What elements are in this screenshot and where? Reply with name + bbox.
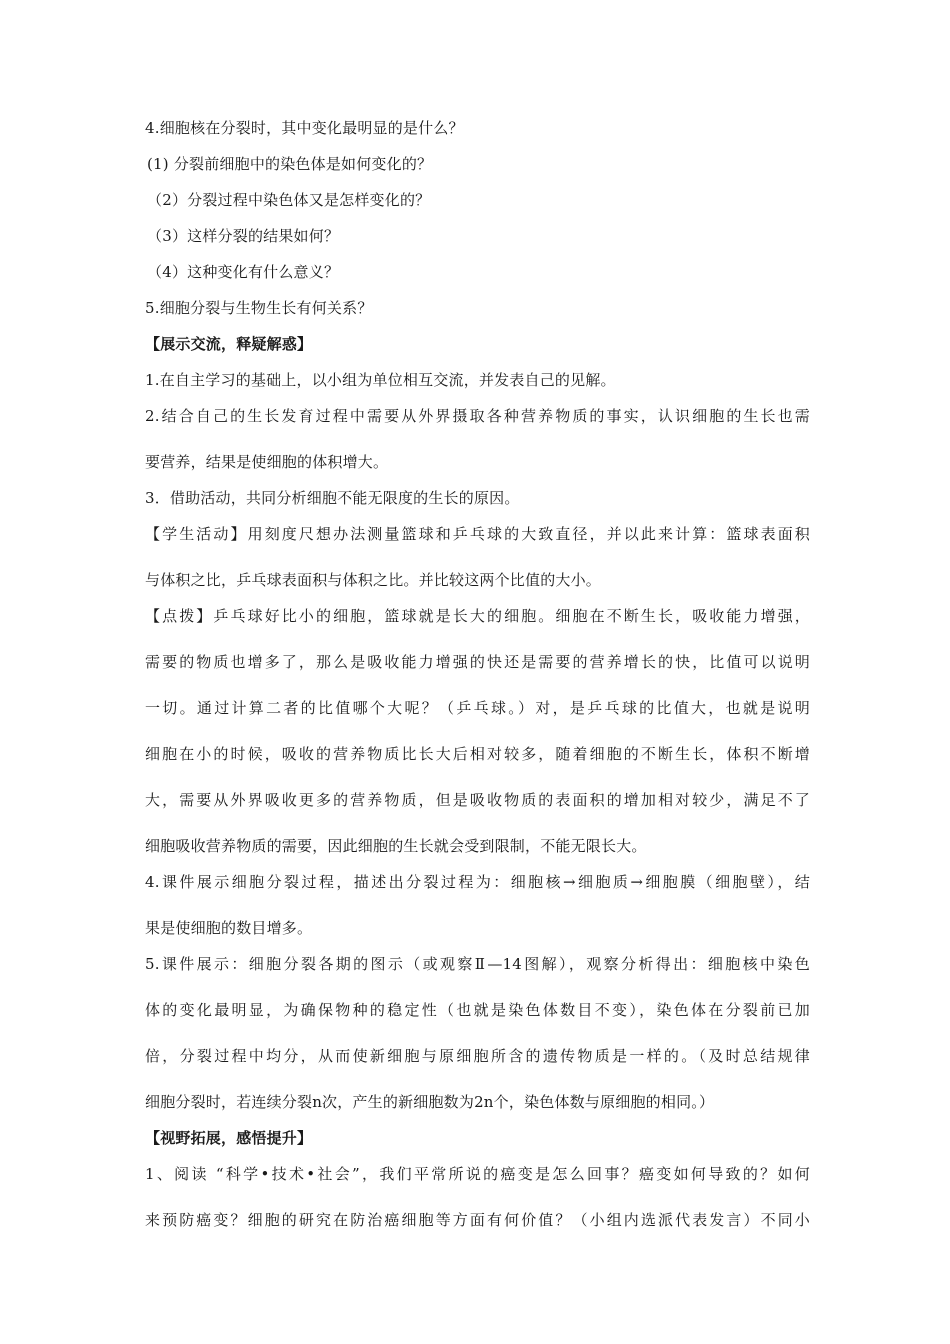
exchange-item-2-line-1: 2.结合自己的生长发育过程中需要从外界摄取各种营养物质的事实，认识细胞的生长也需 xyxy=(145,407,810,425)
question-5: 5.细胞分裂与生物生长有何关系？ xyxy=(145,299,373,317)
exchange-item-2-line-2: 要营养，结果是使细胞的体积增大。 xyxy=(145,453,389,471)
courseware-item-5-line-1: 5.课件展示：细胞分裂各期的图示（或观察Ⅱ—14图解），观察分析得出：细胞核中染色 xyxy=(145,955,810,973)
courseware-item-4-line-1: 4.课件展示细胞分裂过程，描述出分裂过程为：细胞核→细胞质→细胞膜（细胞壁），结 xyxy=(145,873,810,891)
student-activity-line-2: 与体积之比，乒乓球表面积与体积之比。并比较这两个比值的大小。 xyxy=(145,571,602,589)
exchange-item-1: 1.在自主学习的基础上，以小组为单位相互交流，并发表自己的见解。 xyxy=(145,371,616,389)
hint-line-1: 【点拨】乒乓球好比小的细胞，篮球就是长大的细胞。细胞在不断生长，吸收能力增强， xyxy=(145,607,810,625)
section-heading-expand: 【视野拓展，感悟提升】 xyxy=(145,1129,313,1147)
question-4-sub-4: （4）这种变化有什么意义？ xyxy=(147,263,340,281)
courseware-item-5-line-3: 倍，分裂过程中均分，从而使新细胞与原细胞所含的遗传物质是一样的。（及时总结规律 xyxy=(145,1047,810,1065)
courseware-item-5-line-2: 体的变化最明显，为确保物种的稳定性（也就是染色体数目不变），染色体在分裂前已加 xyxy=(145,1001,810,1019)
question-4-sub-3: （3）这样分裂的结果如何？ xyxy=(147,227,340,245)
question-4: 4.细胞核在分裂时，其中变化最明显的是什么？ xyxy=(145,119,464,137)
courseware-item-5-line-4: 细胞分裂时，若连续分裂n次，产生的新细胞数为2n个，染色体数与原细胞的相同。） xyxy=(145,1093,715,1111)
hint-line-5: 大，需要从外界吸收更多的营养物质，但是吸收物质的表面积的增加相对较少，满足不了 xyxy=(145,791,810,809)
hint-line-4: 细胞在小的时候，吸收的营养物质比长大后相对较多，随着细胞的不断生长，体积不断增 xyxy=(145,745,810,763)
hint-line-6: 细胞吸收营养物质的需要，因此细胞的生长就会受到限制，不能无限长大。 xyxy=(145,837,647,855)
student-activity-line-1: 【学生活动】用刻度尺想办法测量篮球和乒乓球的大致直径，并以此来计算：篮球表面积 xyxy=(145,525,810,543)
document-body xyxy=(145,118,810,1230)
exchange-item-3: 3．借助活动，共同分析细胞不能无限度的生长的原因。 xyxy=(145,489,520,507)
section-heading-exchange: 【展示交流，释疑解惑】 xyxy=(145,335,313,353)
courseware-item-4-line-2: 果是使细胞的数目增多。 xyxy=(145,919,313,937)
reading-item-line-2: 来预防癌变？细胞的研究在防治癌细胞等方面有何价值？（小组内选派代表发言）不同小 xyxy=(145,1211,810,1229)
question-4-sub-1: (1) 分裂前细胞中的染色体是如何变化的？ xyxy=(147,155,433,173)
hint-line-3: 一切。通过计算二者的比值哪个大呢？（乒乓球。）对，是乒乓球的比值大，也就是说明 xyxy=(145,699,810,717)
hint-line-2: 需要的物质也增多了，那么是吸收能力增强的快还是需要的营养增长的快，比值可以说明 xyxy=(145,653,810,671)
reading-item-line-1: 1、阅读 “科学•技术•社会”，我们平常所说的癌变是怎么回事？癌变如何导致的？如何 xyxy=(145,1165,810,1183)
question-4-sub-2: （2）分裂过程中染色体又是怎样变化的？ xyxy=(147,191,431,209)
